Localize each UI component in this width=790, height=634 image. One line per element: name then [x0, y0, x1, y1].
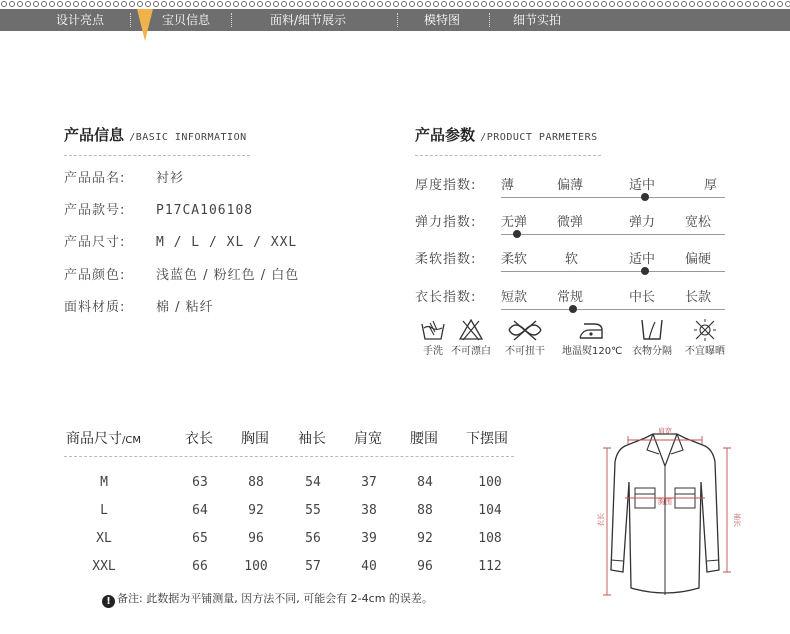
param-option: 中长: [629, 290, 656, 305]
param-option: 偏硬: [685, 252, 712, 267]
nav-item-fabric-details[interactable]: 面料/细节展示: [270, 13, 347, 27]
column-header-length: 衣长: [185, 431, 213, 447]
table-cell: 39: [361, 531, 377, 546]
param-row-length: [415, 286, 725, 312]
table-cell: 66: [192, 559, 208, 574]
product-params-heading: [415, 124, 598, 145]
nav-divider: [489, 13, 490, 27]
info-row-colors: [64, 264, 299, 283]
shirt-measurement-diagram: [595, 420, 755, 610]
table-cell: 65: [192, 531, 208, 546]
divider: [64, 456, 514, 457]
info-icon: !: [102, 595, 115, 608]
table-cell: 96: [417, 559, 433, 574]
param-option: 柔软: [501, 252, 528, 267]
care-no-sun: [676, 318, 734, 357]
table-cell: 37: [361, 475, 377, 490]
care-label: 不宜曝晒: [685, 346, 725, 357]
table-cell: 96: [248, 531, 264, 546]
nav-item-detail-photos[interactable]: 细节实拍: [513, 13, 562, 27]
table-cell: 92: [417, 531, 433, 546]
nav-divider: [397, 13, 398, 27]
nav-divider: [130, 13, 131, 27]
table-cell-size: M: [100, 475, 108, 490]
size-table-unit: /CM: [122, 435, 141, 446]
care-label: 不可扭干: [505, 346, 545, 357]
care-no-bleach: [442, 318, 500, 357]
table-cell: 54: [305, 475, 321, 490]
care-separate: [623, 318, 681, 357]
info-row-name: [64, 167, 184, 186]
info-label: 面料材质:: [64, 300, 126, 315]
product-params-title: 产品参数: [415, 126, 476, 144]
column-header-hem: 下摆围: [466, 431, 508, 447]
nav-item-design-highlights[interactable]: 设计亮点: [56, 13, 105, 27]
no-sun-icon: [692, 318, 718, 342]
table-cell: 104: [478, 503, 502, 518]
separate-wash-icon: [637, 318, 667, 342]
table-cell: 56: [305, 531, 321, 546]
column-header-shoulder: 肩宽: [354, 431, 382, 447]
param-label: 厚度指数:: [415, 178, 477, 193]
param-selected-dot: [641, 193, 649, 201]
info-value: 浅蓝色 / 粉红色 / 白色: [156, 268, 300, 283]
product-info-subtitle: /BASIC INFORMATION: [129, 132, 247, 143]
divider: [415, 155, 601, 156]
table-cell: 108: [478, 531, 502, 546]
table-cell: 112: [478, 559, 502, 574]
info-label: 产品品名:: [64, 171, 126, 186]
param-option: 软: [565, 252, 579, 267]
size-table-title-text: 商品尺寸: [66, 431, 122, 447]
table-cell: 63: [192, 475, 208, 490]
product-info-title: 产品信息: [64, 126, 125, 144]
param-option: 弹力: [629, 215, 656, 230]
care-label: 衣物分隔: [632, 346, 672, 357]
info-value: 棉 / 粘纤: [156, 300, 214, 315]
no-bleach-icon: [458, 318, 484, 342]
param-option: 适中: [629, 252, 656, 267]
nav-divider: [231, 13, 232, 27]
table-cell: 100: [478, 475, 502, 490]
care-no-wring: [496, 318, 554, 357]
param-row-thickness: [415, 174, 725, 200]
product-params-subtitle: /PRODUCT PARMETERS: [480, 132, 598, 143]
table-cell-size: XXL: [92, 559, 116, 574]
nav-item-product-info[interactable]: 宝贝信息: [162, 13, 211, 27]
param-scale-line: [501, 271, 725, 272]
param-option: 长款: [685, 290, 712, 305]
nav-item-model-photos[interactable]: 模特图: [424, 13, 461, 27]
diagram-label-chest: 胸围: [658, 498, 672, 506]
table-cell: 57: [305, 559, 321, 574]
info-value: 衬衫: [156, 171, 185, 186]
table-cell: 84: [417, 475, 433, 490]
param-option: 薄: [501, 178, 515, 193]
param-option: 宽松: [685, 215, 712, 230]
column-header-waist: 腰围: [410, 431, 438, 447]
table-cell: 88: [417, 503, 433, 518]
param-option: 微弹: [557, 215, 584, 230]
iron-icon: [576, 318, 606, 342]
info-label: 产品款号:: [64, 203, 126, 218]
info-value: P17CA106108: [156, 203, 254, 218]
table-cell: 88: [248, 475, 264, 490]
table-cell: 64: [192, 503, 208, 518]
param-scale-line: [501, 234, 725, 235]
param-option: 无弹: [501, 215, 528, 230]
table-cell: 55: [305, 503, 321, 518]
param-selected-dot: [641, 267, 649, 275]
section-nav: [0, 9, 790, 31]
size-table-title: [66, 428, 141, 448]
param-option: 偏薄: [557, 178, 584, 193]
table-cell-size: L: [100, 503, 108, 518]
no-wring-icon: [505, 318, 545, 342]
table-cell: 92: [248, 503, 264, 518]
param-label: 衣长指数:: [415, 290, 477, 305]
care-iron: [562, 318, 623, 357]
table-cell: 100: [244, 559, 268, 574]
table-cell: 38: [361, 503, 377, 518]
divider: [64, 155, 250, 156]
param-scale-line: [501, 309, 725, 310]
decorative-border: [0, 0, 790, 8]
diagram-label-length: 衣长: [597, 513, 605, 527]
info-value: M / L / XL / XXL: [156, 235, 298, 250]
info-row-sizes: [64, 231, 297, 250]
active-tab-marker-icon: [137, 9, 153, 41]
diagram-label-shoulder: 肩宽: [658, 427, 672, 435]
param-scale-line: [501, 197, 725, 198]
param-option: 短款: [501, 290, 528, 305]
param-selected-dot: [513, 230, 521, 238]
param-selected-dot: [569, 305, 577, 313]
diagram-label-sleeve: 袖长: [733, 513, 741, 527]
column-header-sleeve: 袖长: [298, 431, 326, 447]
column-header-chest: 胸围: [241, 431, 269, 447]
param-option: 厚: [704, 178, 718, 193]
table-cell: 40: [361, 559, 377, 574]
info-label: 产品尺寸:: [64, 235, 126, 250]
param-option: 适中: [629, 178, 656, 193]
param-row-elasticity: [415, 211, 725, 237]
table-cell-size: XL: [96, 531, 112, 546]
note-text: 备注: 此数据为平铺测量, 因方法不同, 可能会有 2-4cm 的误差。: [117, 592, 433, 605]
measurement-note: [102, 590, 433, 608]
param-label: 柔软指数:: [415, 252, 477, 267]
product-info-heading: [64, 124, 247, 145]
info-row-style-number: [64, 199, 253, 218]
param-option: 常规: [557, 290, 584, 305]
care-label: 地温熨120℃: [562, 346, 623, 357]
care-label: 不可漂白: [451, 346, 491, 357]
info-row-material: [64, 296, 214, 315]
care-label: 手洗: [423, 346, 443, 357]
info-label: 产品颜色:: [64, 268, 126, 283]
param-label: 弹力指数:: [415, 215, 477, 230]
param-row-softness: [415, 248, 725, 274]
